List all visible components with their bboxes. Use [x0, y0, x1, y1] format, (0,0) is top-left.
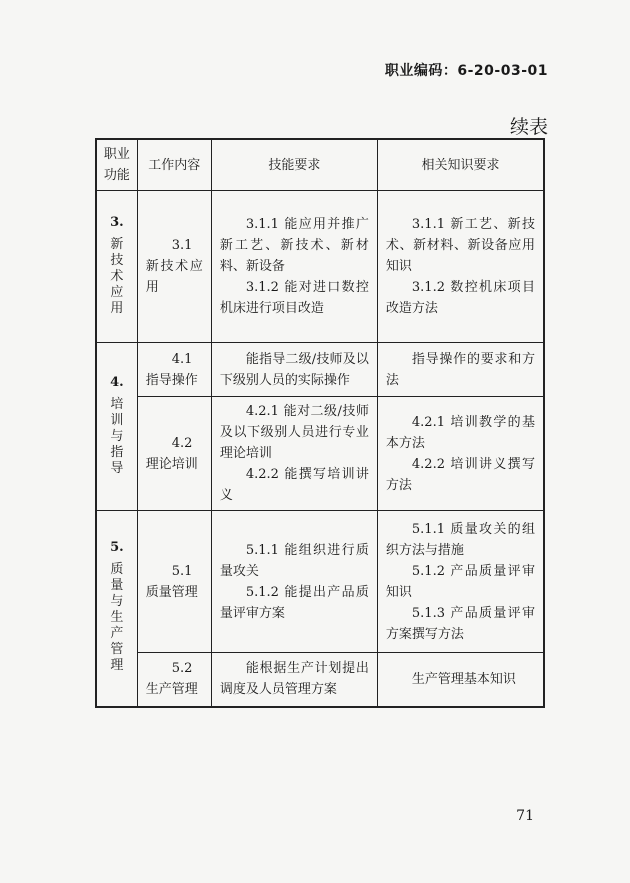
knowledge-item: 5.1.1 质量攻关的组织方法与措施	[385, 521, 535, 558]
knowledge-item: 指导操作的要求和方法	[385, 351, 535, 388]
continued-label: 续表	[509, 116, 548, 138]
skill-item: 能根据生产计划提出调度及人员管理方案	[219, 661, 369, 698]
knowledge-item: 3.1.2 数控机床项目改造方法	[385, 280, 535, 316]
header-function-line: 功能	[103, 168, 130, 183]
work-content: 5.1 质量管理	[137, 511, 211, 653]
function-number: 4.	[110, 374, 124, 390]
function-cell	[96, 191, 137, 343]
knowledge-cell	[377, 511, 544, 653]
work-content: 4.1 指导操作	[137, 343, 211, 397]
function-cell	[96, 343, 137, 511]
function-number: 3.	[110, 214, 124, 230]
function-title: 质量与生产管理	[110, 562, 124, 674]
header-function-line: 职业	[103, 147, 130, 162]
knowledge-cell	[377, 343, 544, 397]
table-header-row	[96, 139, 544, 191]
skill-cell	[211, 191, 377, 343]
table-row	[96, 397, 544, 511]
skill-cell	[211, 511, 377, 653]
work-content: 4.2 理论培训	[137, 397, 211, 511]
table-row	[96, 511, 544, 653]
knowledge-item: 5.1.3 产品质量评审方案撰写方法	[385, 605, 535, 642]
skill-item: 4.2.1 能对二级/技师及以下级别人员进行专业理论培训	[219, 404, 369, 461]
work-content: 5.2 生产管理	[137, 653, 211, 707]
skill-item: 能指导二级/技师及以下级别人员的实际操作	[219, 351, 369, 388]
skills-table	[95, 138, 545, 708]
skill-cell	[211, 397, 377, 511]
table-row	[96, 653, 544, 707]
function-title: 培训与指导	[110, 396, 124, 476]
skill-cell	[211, 343, 377, 397]
skill-item: 5.1.1 能组织进行质量攻关	[219, 542, 369, 579]
knowledge-item: 4.2.1 培训教学的基本方法	[385, 414, 535, 451]
knowledge-item: 3.1.1 新工艺、新技术、新材料、新设备应用知识	[385, 217, 535, 274]
skill-cell	[211, 653, 377, 707]
header-work: 工作内容	[137, 139, 211, 191]
work-content: 3.1 新技术应用	[137, 191, 211, 343]
table-row	[96, 343, 544, 397]
knowledge-item: 5.1.2 产品质量评审知识	[385, 563, 535, 600]
knowledge-item: 生产管理基本知识	[411, 671, 516, 687]
table-row	[96, 191, 544, 343]
knowledge-cell	[377, 653, 544, 707]
skill-item: 3.1.1 能应用并推广新工艺、新技术、新材料、新设备	[219, 217, 369, 274]
header-skill: 技能要求	[211, 139, 377, 191]
page-number: 71	[516, 808, 534, 824]
knowledge-cell	[377, 191, 544, 343]
skill-item: 4.2.2 能撰写培训讲义	[219, 467, 369, 503]
skill-item: 5.1.2 能提出产品质量评审方案	[219, 584, 369, 621]
header-knowledge: 相关知识要求	[377, 139, 544, 191]
function-cell	[96, 511, 137, 707]
function-title: 新技术应用	[110, 236, 124, 316]
occupation-code: 职业编码：6-20-03-01	[384, 63, 548, 79]
knowledge-cell	[377, 397, 544, 511]
function-number: 5.	[110, 540, 124, 556]
skill-item: 3.1.2 能对进口数控机床进行项目改造	[219, 280, 369, 316]
header-function	[96, 139, 137, 191]
knowledge-item: 4.2.2 培训讲义撰写方法	[385, 456, 535, 493]
